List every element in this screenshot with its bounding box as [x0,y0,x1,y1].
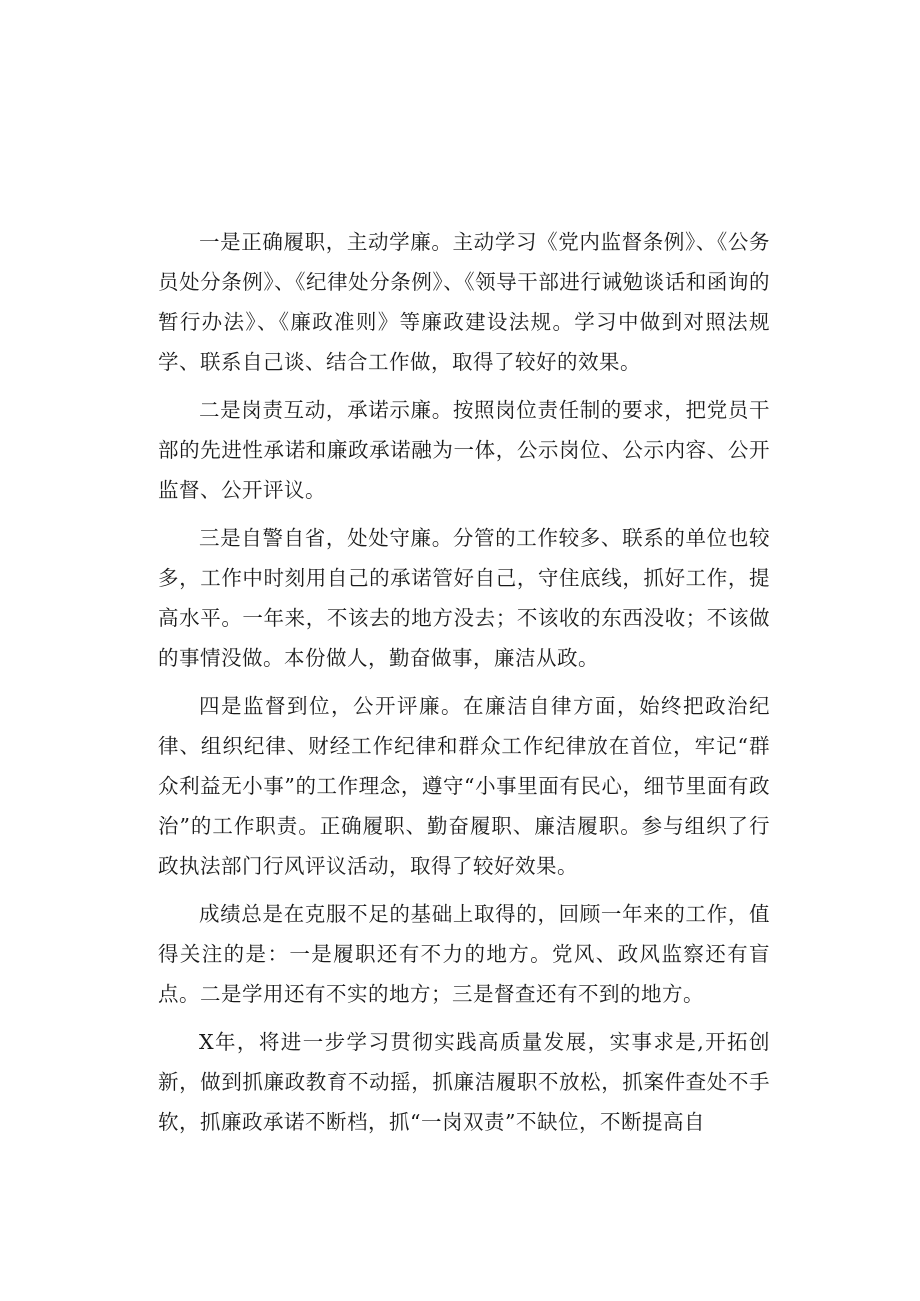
paragraph-5-shortcomings: 成绩总是在克服不足的基础上取得的，回顾一年来的工作，值得关注的是：一是履职还有不力的地方。党风、政风监察还有盲点。二是学用还有不实的地方；三是督查还有不到的地方。 [158,902,770,1006]
document-page [158,222,770,1150]
paragraph-2-post-responsibility: 二是岗责互动，承诺示廉。按照岗位责任制的要求，把党员干部的先进性承诺和廉政承诺融为一体，公示岗位、公示内容、公开监督、公开评议。 [158,398,770,502]
paragraph-3-self-discipline: 三是自警自省，处处守廉。分管的工作较多、联系的单位也较多，工作中时刻用自己的承诺管好自己，守住底线，抓好工作，提高水平。一年来，不该去的地方没去；不该收的东西没收；不该做的事情没做。本份做人，勤奋做事，廉洁从政。 [158,526,770,670]
paragraph-6-next-year-plan: X年，将进一步学习贯彻实践高质量发展，实事求是,开拓创新，做到抓廉政教育不动摇，抓廉洁履职不放松，抓案件查处不手软，抓廉政承诺不断档，抓“一岗双责”不缺位，不断提高自 [158,1030,770,1134]
paragraph-4-supervision: 四是监督到位，公开评廉。在廉洁自律方面，始终把政治纪律、组织纪律、财经工作纪律和群众工作纪律放在首位，牢记“群众利益无小事”的工作理念，遵守“小事里面有民心，细节里面有政治”的工作职责。正确履职、勤奋履职、廉洁履职。参与组织了行政执法部门行风评议活动，取得了较好效果。 [158,694,770,878]
paragraph-1-correct-duty: 一是正确履职，主动学廉。主动学习《党内监督条例》、《公务员处分条例》、《纪律处分条例》、《领导干部进行诫勉谈话和函询的暂行办法》、《廉政准则》等廉政建设法规。学习中做到对照法规学、联系自己谈、结合工作做，取得了较好的效果。 [158,230,770,374]
